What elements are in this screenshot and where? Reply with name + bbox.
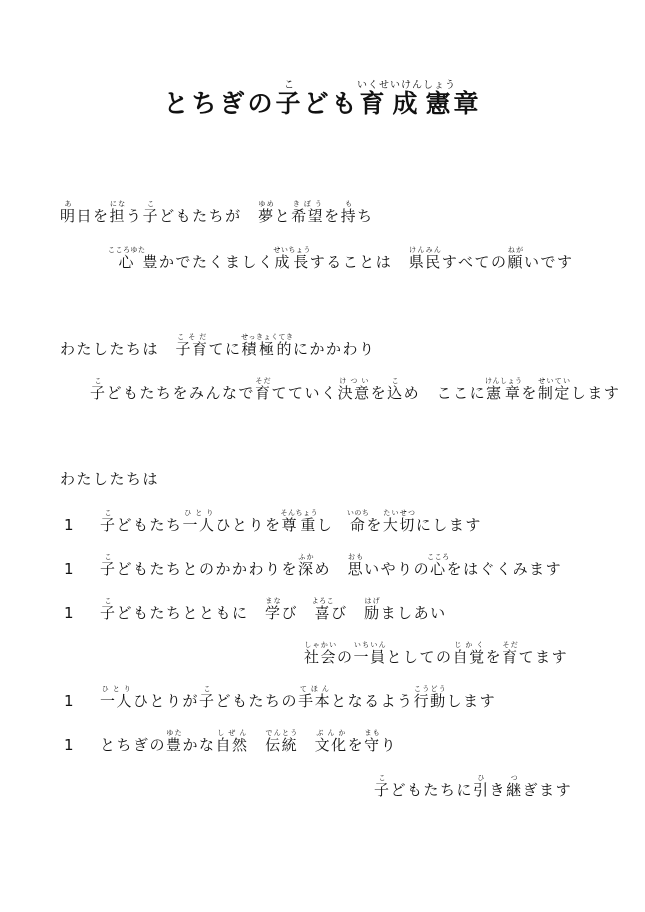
pledge-item-3-continued: 社会しゃかいの一員いちいんとしての自覚じかくを育そだてます [304,641,569,666]
pledge-item-5-continued: 子こどもたちに引ひき継つぎます [374,774,573,799]
page-title: とちぎの子こども育成憲いくせいけんしょう章 [163,80,482,118]
pledge-item-2: 1 子こどもたちとのかかわりを深ふかめ 思おもいやりの心こころをはぐくみます [64,553,563,578]
pledge-item-4: 1 一人ひとりひとりが子こどもたちの手本てほんとなるよう行動こうどうします [64,685,497,710]
pledge-item-5: 1 とちぎの豊ゆたかな自然しぜん 伝統でんとう 文化ぶんかを守まもり [64,729,398,754]
preamble-line-2: 心こころゆた豊かでたくましく成長せいちょうすることは 県民けんみんすべての願ねがいです [108,246,574,271]
preamble-line-4: 子こどもたちをみんなで育そだてていく決意けついを込こめ ここに憲章けんしょうを制定せいていします [90,377,621,402]
pledge-intro: わたしたちは [60,470,160,488]
preamble-line-3: わたしたちは 子育こそだてに積極的せっきょくてきにかかわり [60,333,376,358]
pledge-item-3: 1 子こどもたちとともに 学まなび 喜よろこび 励はげましあい [64,597,447,622]
preamble-line-1: 明あ日を担になう子こどもたちが 夢ゆめと希望きぼうを持もち [60,200,374,225]
pledge-item-1: 1 子こどもたち一人ひとりひとりを尊重そんちょうし 命いのちを大切たいせつにします [64,509,482,534]
